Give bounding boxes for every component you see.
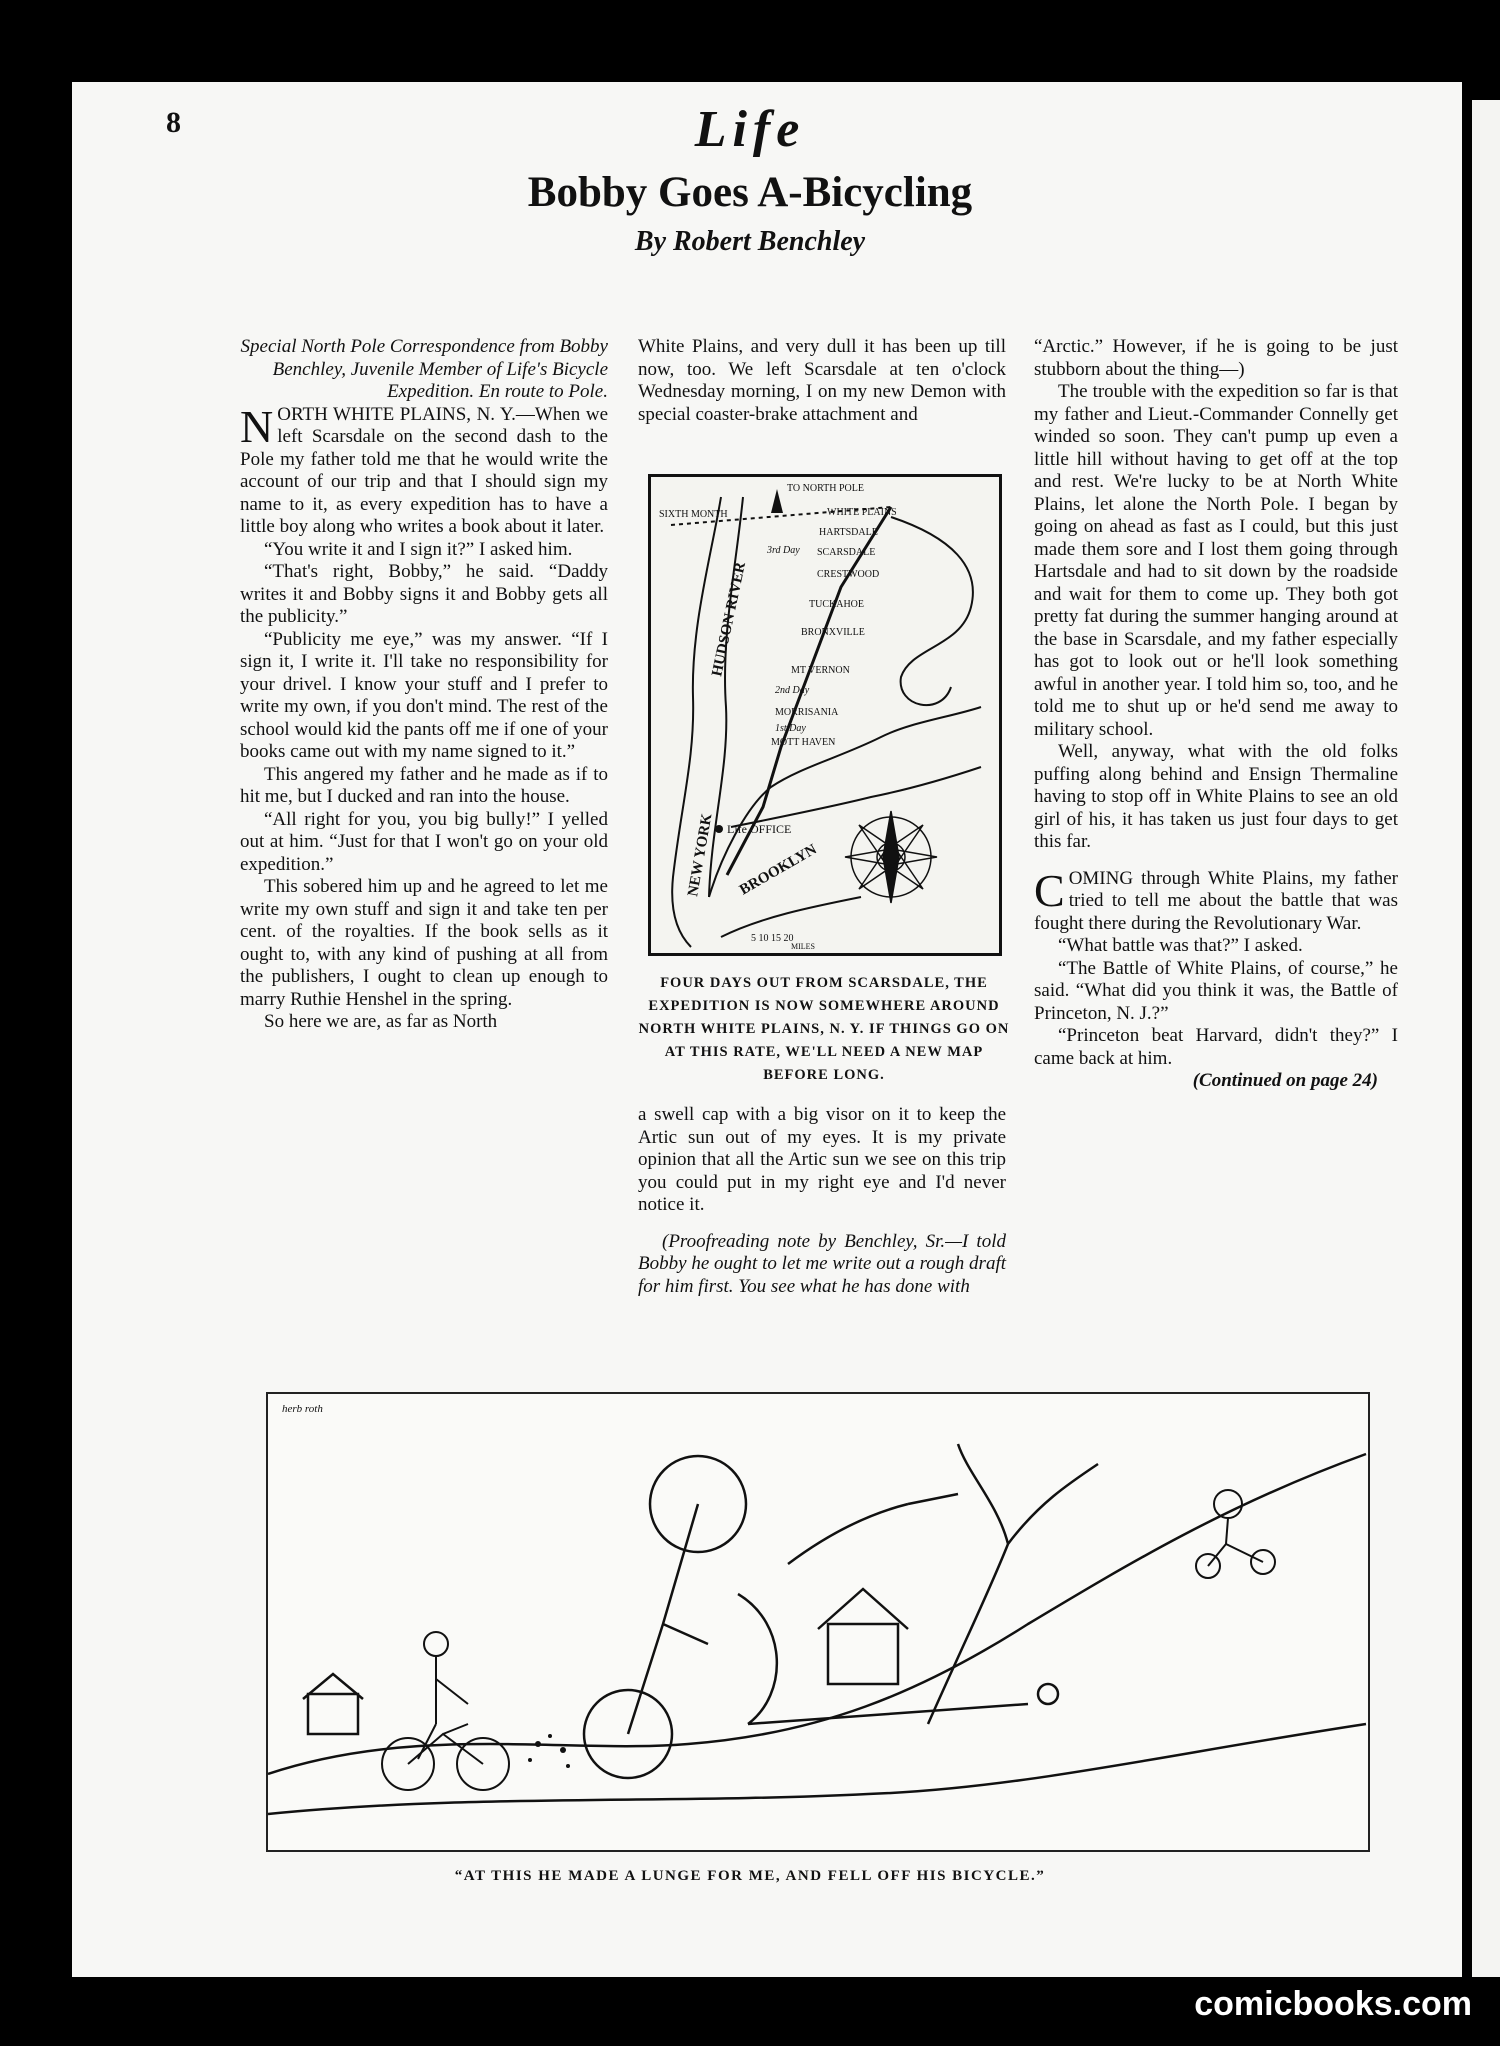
dust-cloud: [528, 1734, 570, 1768]
map-label-new-york: NEW YORK: [685, 812, 716, 898]
map-label-sixth-month: SIXTH MONTH: [659, 509, 728, 520]
proofreading-note: (Proofreading note by Benchley, Sr.—I told Bobby he ought to let me write out a rough draft for him first. You see what he has done with: [638, 1230, 1006, 1297]
article-paragraph: “Princeton beat Harvard, didn't they?” I came back at him.: [1034, 1025, 1398, 1069]
article-paragraph: “The Battle of White Plains, of course,” he said. “What did you think it was, the Battle of Princeton, N. J.?”: [1034, 957, 1398, 1024]
map-scale-units: MILES: [791, 942, 815, 951]
page-number: 8: [166, 106, 181, 139]
paragraph-text: OMING through White Plains, my father tried to tell me about the battle that was fought there during the Revolutionary War.: [1034, 867, 1398, 934]
article-column-2-bottom: [638, 1104, 1006, 1298]
masthead: Life: [694, 101, 806, 158]
article-paragraph: The trouble with the expedition so far is that my father and Lieut.-Commander Connelly get winded so soon. They can't pump up even a little hill without having to get off at the top and rest. We're lucky to be at North White Plains, let alone the North Pole. I began by going on ahead as fast as I could, but this just made them sore and I lost them going through Hartsdale and had to sit down by the roadside and wait for them to come up. They both got pretty fat during the summer hanging around at the base in Scarsdale, and my father especially has got to look out or he'll look something awful in another year. I told him so, too, and he told me to shut up or he'd send me away to military school.: [1034, 381, 1398, 740]
map-label-north-pole: TO NORTH POLE: [787, 483, 864, 494]
article-paragraph: [1034, 864, 1398, 936]
article-paragraph: “All right for you, you big bully!” I yelled out at him. “Just for that I won't go on your old expedition.”: [240, 808, 608, 875]
watermark: comicbooks.com: [1194, 1985, 1472, 2023]
route-map: [648, 474, 1002, 956]
article-paragraph: “Publicity me eye,” was my answer. “If I sign it, I write it. I'll take no responsibility for your drivel. I know your stuff and I prefer to write my own, if you don't mind. The rest of the school would kid the pants off me if one of your books came out with my name signed to it.”: [240, 628, 608, 762]
map-label-day-3: 3rd Day: [767, 545, 800, 556]
brooklyn-shore: [721, 897, 861, 937]
article-paragraph: White Plains, and very dull it has been up till now, too. We left Scarsdale at ten o'clock Wednesday morning, I on my new Demon with special coaster-brake attachment and: [638, 336, 1006, 425]
map-label-tuckahoe: TUCKAHOE: [809, 599, 864, 610]
life-office-marker: [715, 825, 723, 833]
drop-cap: N: [240, 400, 274, 452]
cartoon-drawing: [268, 1394, 1368, 1850]
map-label-hudson-river: HUDSON RIVER: [709, 560, 750, 678]
map-label-day-2: 2nd Day: [775, 685, 810, 696]
article-paragraph: This angered my father and he made as if to hit me, but I ducked and ran into the house.: [240, 763, 608, 807]
map-label-scarsdale: SCARSDALE: [817, 547, 876, 558]
boy-on-bicycle-left: [382, 1632, 509, 1790]
map-label-hartsdale: HARTSDALE: [819, 527, 878, 538]
map-label-crestwood: CRESTWOOD: [817, 569, 880, 580]
next-page-edge: [1472, 100, 1500, 1977]
falling-cyclist: [584, 1456, 1058, 1778]
article-paragraph: [240, 400, 608, 539]
hudson-east-shore: [709, 497, 743, 897]
map-label-life-office: Life OFFICE: [727, 822, 792, 836]
article-column-2-top: [638, 336, 1006, 426]
continued-note: (Continued on page 24): [1192, 1070, 1378, 1091]
article-paragraph: “What battle was that?” I asked.: [1058, 935, 1303, 956]
article-intro: Special North Pole Correspondence from Bobby Benchley, Juvenile Member of Life's Bicycle Expedition. En route to Pole.: [240, 336, 608, 402]
article-paragraph: So here we are, as far as North: [264, 1011, 498, 1032]
article-paragraph: Well, anyway, what with the old folks puffing along behind and Ensign Thermaline having to stop off in White Plains to see an old girl of his, it has taken us just four days to get this far.: [1034, 741, 1398, 852]
article-column-1: [240, 336, 608, 1034]
article-paragraph: “That's right, Bobby,” he said. “Daddy writes it and Bobby signs it and Bobby gets all the publicity.”: [240, 561, 608, 627]
map-label-mt-vernon: MT VERNON: [791, 665, 850, 676]
map-scale: 5 10 15 20: [751, 933, 794, 944]
article-column-3: [1034, 336, 1398, 1093]
shoreline: [709, 707, 981, 897]
article-paragraph: a swell cap with a big visor on it to keep the Artic sun out of my eyes. It is my private opinion that all the Artic sun we see on this trip you could put in my right eye and I'd never notice it.: [638, 1104, 1006, 1215]
article-headline: Bobby Goes A-Bicycling: [527, 169, 973, 216]
article-paragraph: “You write it and I sign it?” I asked him.: [264, 538, 573, 560]
map-label-mott-haven: MOTT HAVEN: [771, 737, 836, 748]
farmhouse: [828, 1624, 898, 1684]
map-drawing: [651, 477, 999, 953]
article-paragraph: This sobered him up and he agreed to let me write my own stuff and sign it and take ten per cent. of the royalties. If the book sells as it ought to, with any kind of pushing at all from the publishers, I ought to clean up enough to marry Ruthie Henshel in the spring.: [240, 876, 608, 1010]
page-gutter: [1464, 82, 1472, 1977]
cartoon-illustration: [266, 1392, 1370, 1852]
article-byline: By Robert Benchley: [634, 226, 866, 257]
map-label-morrisania: MORRISANIA: [775, 707, 839, 718]
hill-line: [268, 1454, 1366, 1774]
boy-on-bicycle-right: [1196, 1490, 1275, 1578]
article-paragraph: “Arctic.” However, if he is going to be just stubborn about the thing—): [1034, 336, 1398, 380]
drop-cap: C: [1034, 864, 1065, 916]
map-label-white-plains: WHITE PLAINS: [827, 507, 897, 518]
sound-coast: [891, 517, 973, 705]
map-label-brooklyn: BROOKLYN: [737, 841, 820, 899]
map-label-bronxville: BRONXVILLE: [801, 627, 865, 638]
north-arrow-icon: [771, 489, 783, 513]
map-label-day-1: 1st Day: [775, 723, 806, 734]
paragraph-text: ORTH WHITE PLAINS, N. Y.—When we left Scarsdale on the second dash to the Pole my father told me that he would write the account of our trip and that I should sign my name to it, as every expedition has to have a little boy along who writes a book about it later.: [240, 403, 608, 537]
compass-rose-icon: [845, 811, 937, 903]
map-caption: FOUR DAYS OUT FROM SCARSDALE, THE EXPEDITION IS NOW SOMEWHERE AROUND NORTH WHITE PLAINS, N. Y. IF THINGS GO ON AT THIS RATE, WE'LL NEED A NEW MAP BEFORE LONG.: [638, 975, 1010, 1083]
artist-signature: herb roth: [282, 1403, 323, 1415]
east-river: [731, 767, 981, 827]
cartoon-caption: “AT THIS HE MADE A LUNGE FOR ME, AND FELL OFF HIS BICYCLE.”: [454, 1868, 1046, 1884]
tree-trunk: [928, 1444, 1098, 1724]
distant-house: [308, 1694, 358, 1734]
